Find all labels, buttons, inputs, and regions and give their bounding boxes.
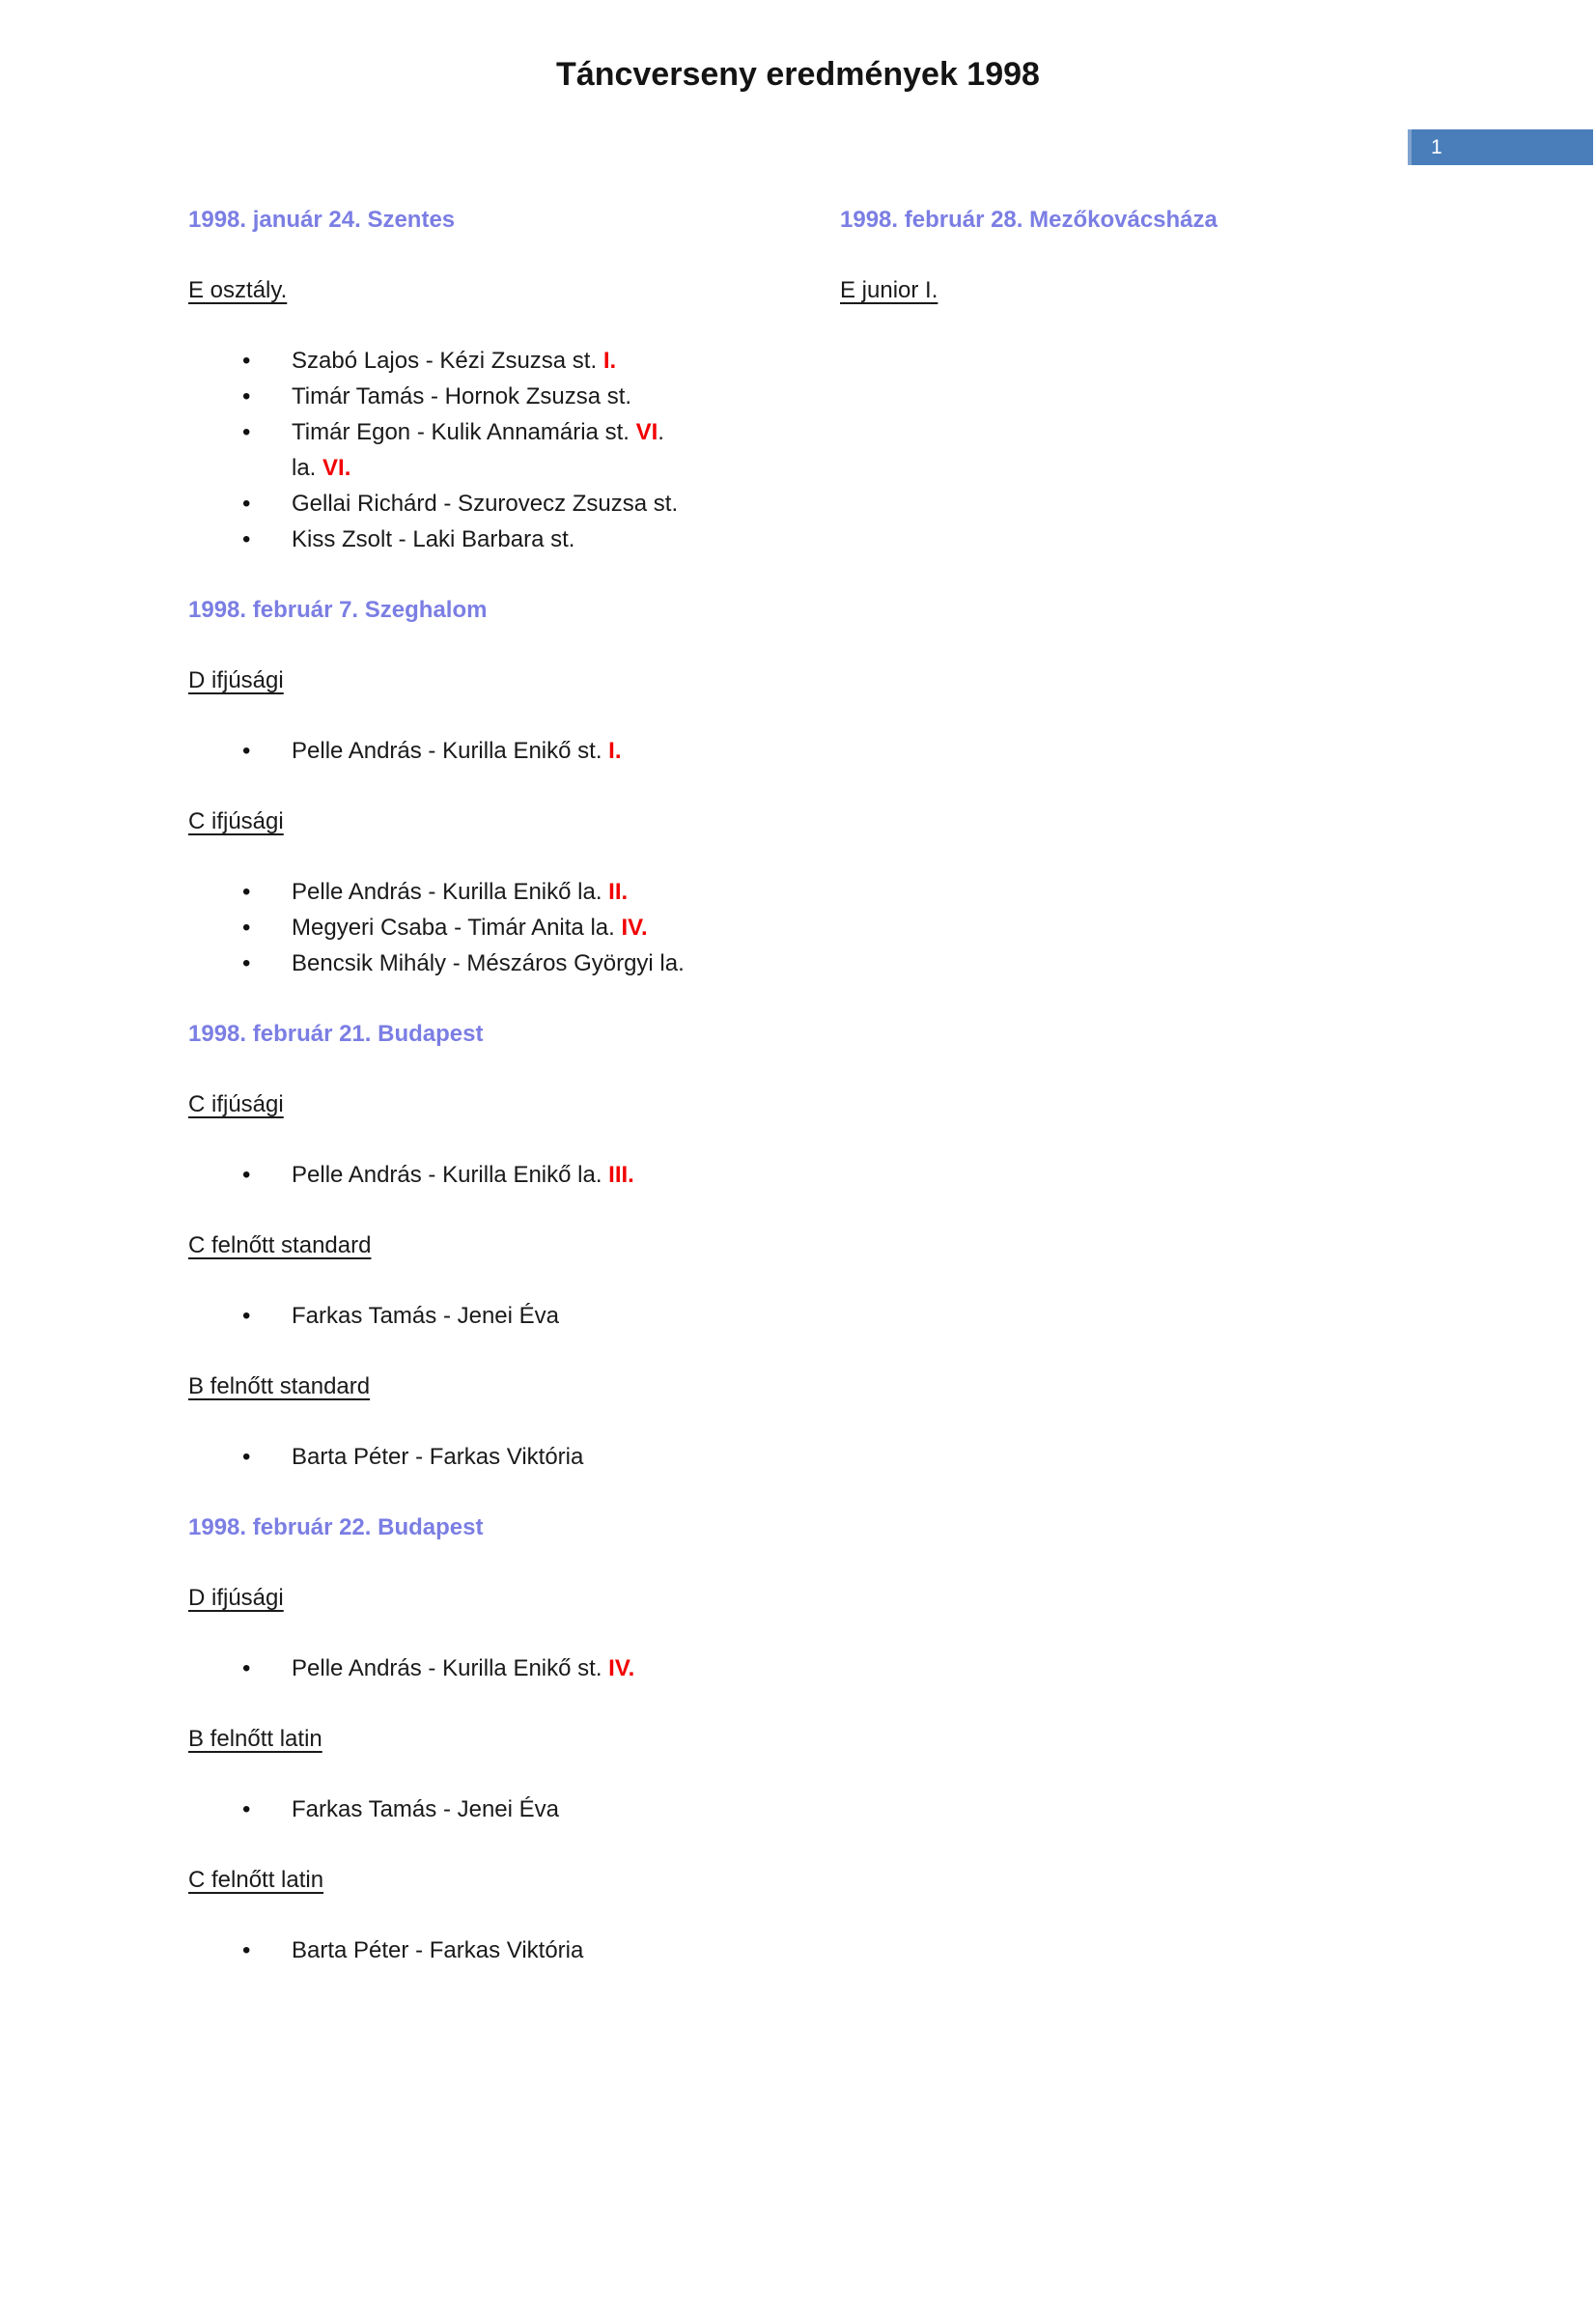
results-list bbox=[188, 1157, 768, 1193]
couple-names: Farkas Tamás - Jenei Éva bbox=[292, 1796, 559, 1822]
results-list bbox=[188, 1298, 768, 1334]
category-subheading: C ifjúsági bbox=[188, 808, 284, 834]
page-number: 1 bbox=[1431, 136, 1442, 158]
results-list bbox=[188, 1932, 768, 1968]
document-page bbox=[0, 54, 1596, 2003]
result-item bbox=[188, 733, 768, 769]
couple-names: . bbox=[658, 419, 664, 445]
date-location-heading: 1998. február 21. Budapest bbox=[188, 1021, 484, 1047]
category-subheading: B felnőtt latin bbox=[188, 1726, 322, 1752]
couple-names: Megyeri Csaba - Timár Anita la. bbox=[292, 915, 622, 941]
results-list bbox=[188, 343, 768, 557]
right-column bbox=[840, 202, 1439, 343]
placement-rank: III. bbox=[608, 1162, 634, 1188]
category-subheading: D ifjúsági bbox=[188, 667, 284, 693]
result-item bbox=[188, 379, 768, 414]
couple-names: Pelle András - Kurilla Enikő la. bbox=[292, 879, 609, 905]
couple-names: Pelle András - Kurilla Enikő st. bbox=[292, 738, 609, 764]
result-item bbox=[188, 486, 768, 522]
result-item bbox=[188, 414, 768, 486]
result-item bbox=[188, 1650, 768, 1686]
result-item bbox=[188, 945, 768, 981]
document-title: Táncverseny eredmények 1998 bbox=[556, 56, 1040, 93]
placement-rank: II. bbox=[608, 879, 629, 905]
results-list bbox=[188, 733, 768, 769]
content-columns bbox=[188, 202, 1596, 2003]
couple-names: Kiss Zsolt - Laki Barbara st. bbox=[292, 526, 575, 552]
left-column bbox=[188, 202, 768, 2003]
result-item bbox=[188, 1439, 768, 1475]
result-item bbox=[188, 1157, 768, 1193]
couple-names: Farkas Tamás - Jenei Éva bbox=[292, 1303, 559, 1329]
placement-rank: VI bbox=[635, 419, 658, 445]
result-item bbox=[188, 522, 768, 557]
couple-names: Pelle András - Kurilla Enikő st. bbox=[292, 1655, 609, 1681]
couple-names: Timár Tamás - Hornok Zsuzsa st. bbox=[292, 383, 632, 409]
result-item bbox=[188, 874, 768, 910]
results-list bbox=[188, 1791, 768, 1827]
category-subheading: C felnőtt standard bbox=[188, 1232, 372, 1258]
category-subheading: D ifjúsági bbox=[188, 1585, 284, 1611]
couple-names: Gellai Richárd - Szurovecz Zsuzsa st. bbox=[292, 491, 679, 517]
couple-names: Pelle András - Kurilla Enikő la. bbox=[292, 1162, 609, 1188]
placement-rank: I. bbox=[608, 738, 622, 764]
couple-names: Bencsik Mihály - Mészáros Györgyi la. bbox=[292, 950, 685, 976]
category-subheading: C ifjúsági bbox=[188, 1091, 284, 1117]
couple-names: Barta Péter - Farkas Viktória bbox=[292, 1444, 584, 1470]
date-location-heading: 1998. január 24. Szentes bbox=[188, 207, 456, 233]
couple-names: Szabó Lajos - Kézi Zsuzsa st. bbox=[292, 348, 603, 374]
page-number-badge bbox=[1408, 129, 1593, 165]
date-location-heading: 1998. február 28. Mezőkovácsháza bbox=[840, 207, 1218, 233]
placement-rank: VI. bbox=[322, 455, 351, 481]
result-item bbox=[188, 910, 768, 945]
couple-names: Timár Egon - Kulik Annamária st. bbox=[292, 419, 636, 445]
date-location-heading: 1998. február 22. Budapest bbox=[188, 1514, 484, 1540]
couple-names: la. bbox=[292, 455, 323, 481]
result-item bbox=[188, 1298, 768, 1334]
placement-rank: IV. bbox=[608, 1655, 635, 1681]
couple-names: Barta Péter - Farkas Viktória bbox=[292, 1937, 584, 1963]
category-subheading: B felnőtt standard bbox=[188, 1373, 371, 1399]
placement-rank: I. bbox=[602, 348, 617, 374]
date-location-heading: 1998. február 7. Szeghalom bbox=[188, 597, 488, 623]
results-list bbox=[188, 1439, 768, 1475]
category-subheading: C felnőtt latin bbox=[188, 1867, 324, 1893]
results-list bbox=[188, 874, 768, 981]
placement-rank: IV. bbox=[621, 915, 648, 941]
result-item bbox=[188, 1791, 768, 1827]
category-subheading: E osztály. bbox=[188, 277, 288, 303]
result-item bbox=[188, 1932, 768, 1968]
result-item bbox=[188, 343, 768, 379]
category-subheading: E junior I. bbox=[840, 277, 938, 303]
results-list bbox=[188, 1650, 768, 1686]
